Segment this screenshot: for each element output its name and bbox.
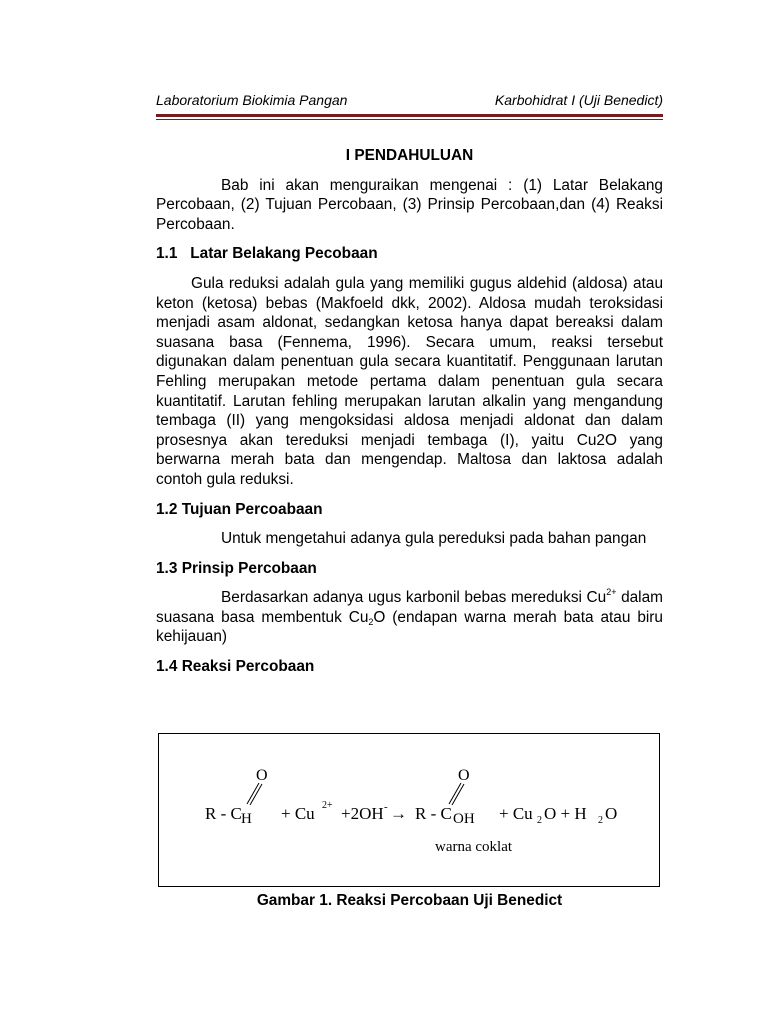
carbonyl-oxygen: O: [458, 767, 470, 784]
cu-ion: + Cu: [281, 804, 315, 823]
cu2o-product: + Cu: [499, 804, 533, 823]
aldehyde-h: H: [241, 811, 252, 827]
header-lab-name: Laboratorium Biokimia Pangan: [156, 92, 348, 108]
hydroxide-charge: -: [384, 801, 388, 813]
superscript-charge: 2+: [606, 587, 617, 598]
section-1-2-paragraph: Untuk mengetahui adanya gula pereduksi pada bahan pangan: [221, 530, 647, 548]
section-number: 1.1: [156, 245, 178, 263]
subscript: 2: [368, 616, 374, 627]
precipitate-label: warna coklat: [435, 839, 513, 855]
header-rule-thin: [156, 119, 663, 120]
intro-paragraph: Bab ini akan menguraikan mengenai : (1) Latar Belakang Percobaan, (2) Tujuan Percobaan, (3) Prinsip Percobaan,dan (4) Reaksi Percobaan.: [156, 176, 663, 233]
section-1-3-paragraph: [156, 588, 663, 647]
section-1-1-paragraph: Gula reduksi adalah gula yang memiliki gugus aldehid (aldosa) atau keton (ketosa) bebas (Makfoeld dkk, 2002). Aldosa mudah teroksidasi menjadi asam aldonat, sedangkan ketosa hanya dapat bereaksi dalam suasana basa (Fennema, 1996). Secara umum, reaksi tersebut digunakan dalam penentuan gula secara kuantitatif. Penggunaan larutan Fehling merupakan metode pertama dalam penentuan gula secara kuantitatif. Larutan fehling merupakan larutan alkalin yang mengandung tembaga (II) yang mengoksidasi aldosa menjadi aldonat dan dalam prosesnya akan tereduksi menjadi tembaga (I), yaitu Cu2O yang berwarna merah bata dan mengendap. Maltosa dan laktosa adalah contoh gula reduksi.: [156, 274, 663, 488]
section-title: Latar Belakang Pecobaan: [190, 245, 378, 263]
subscript: 2: [598, 815, 603, 826]
text-run: dalam suasana basa membentuk Cu: [156, 589, 663, 626]
document-body: [156, 146, 663, 687]
hydroxide: +2OH: [341, 804, 384, 823]
carboxyl-oh: OH: [453, 811, 475, 827]
chapter-title: I PENDAHULUAN: [345, 147, 474, 164]
subscript: 2: [537, 815, 542, 826]
cu-charge: 2+: [322, 800, 333, 811]
water-oxygen: O: [605, 804, 618, 823]
section-number: 1.4: [156, 658, 178, 676]
header-topic: Karbohidrat I (Uji Benedict): [494, 92, 663, 108]
text-run: Berdasarkan adanya ugus karbonil bebas mereduksi Cu: [221, 589, 607, 607]
section-title: Reaksi Percobaan: [181, 658, 315, 676]
header-rule-thick: [156, 114, 663, 117]
reactant-r-c: R - C: [205, 804, 242, 823]
section-heading-1-1: [156, 244, 663, 264]
double-bond-line: [247, 783, 259, 804]
section-heading-1-4: [156, 657, 663, 677]
section-heading-1-3: [156, 559, 663, 579]
figure-caption: Gambar 1. Reaksi Percobaan Uji Benedict: [256, 892, 563, 909]
reaction-equation: [159, 734, 659, 886]
section-title: Tujuan Percoabaan: [181, 500, 323, 518]
section-heading-1-2: [156, 500, 663, 520]
text-run: O (endapan warna merah bata atau biru kehijauan): [156, 608, 663, 646]
section-number: 1.3: [156, 559, 178, 577]
water-product: O + H: [544, 804, 587, 823]
double-bond-line: [250, 784, 262, 805]
product-r-c: R - C: [415, 804, 452, 823]
reaction-arrow: →: [390, 804, 407, 823]
section-title: Prinsip Percobaan: [181, 559, 317, 577]
double-bond-line: [452, 784, 464, 805]
section-number: 1.2: [156, 500, 178, 518]
double-bond-line: [449, 783, 461, 804]
carbonyl-oxygen: O: [256, 767, 268, 784]
reaction-figure: [158, 733, 660, 887]
